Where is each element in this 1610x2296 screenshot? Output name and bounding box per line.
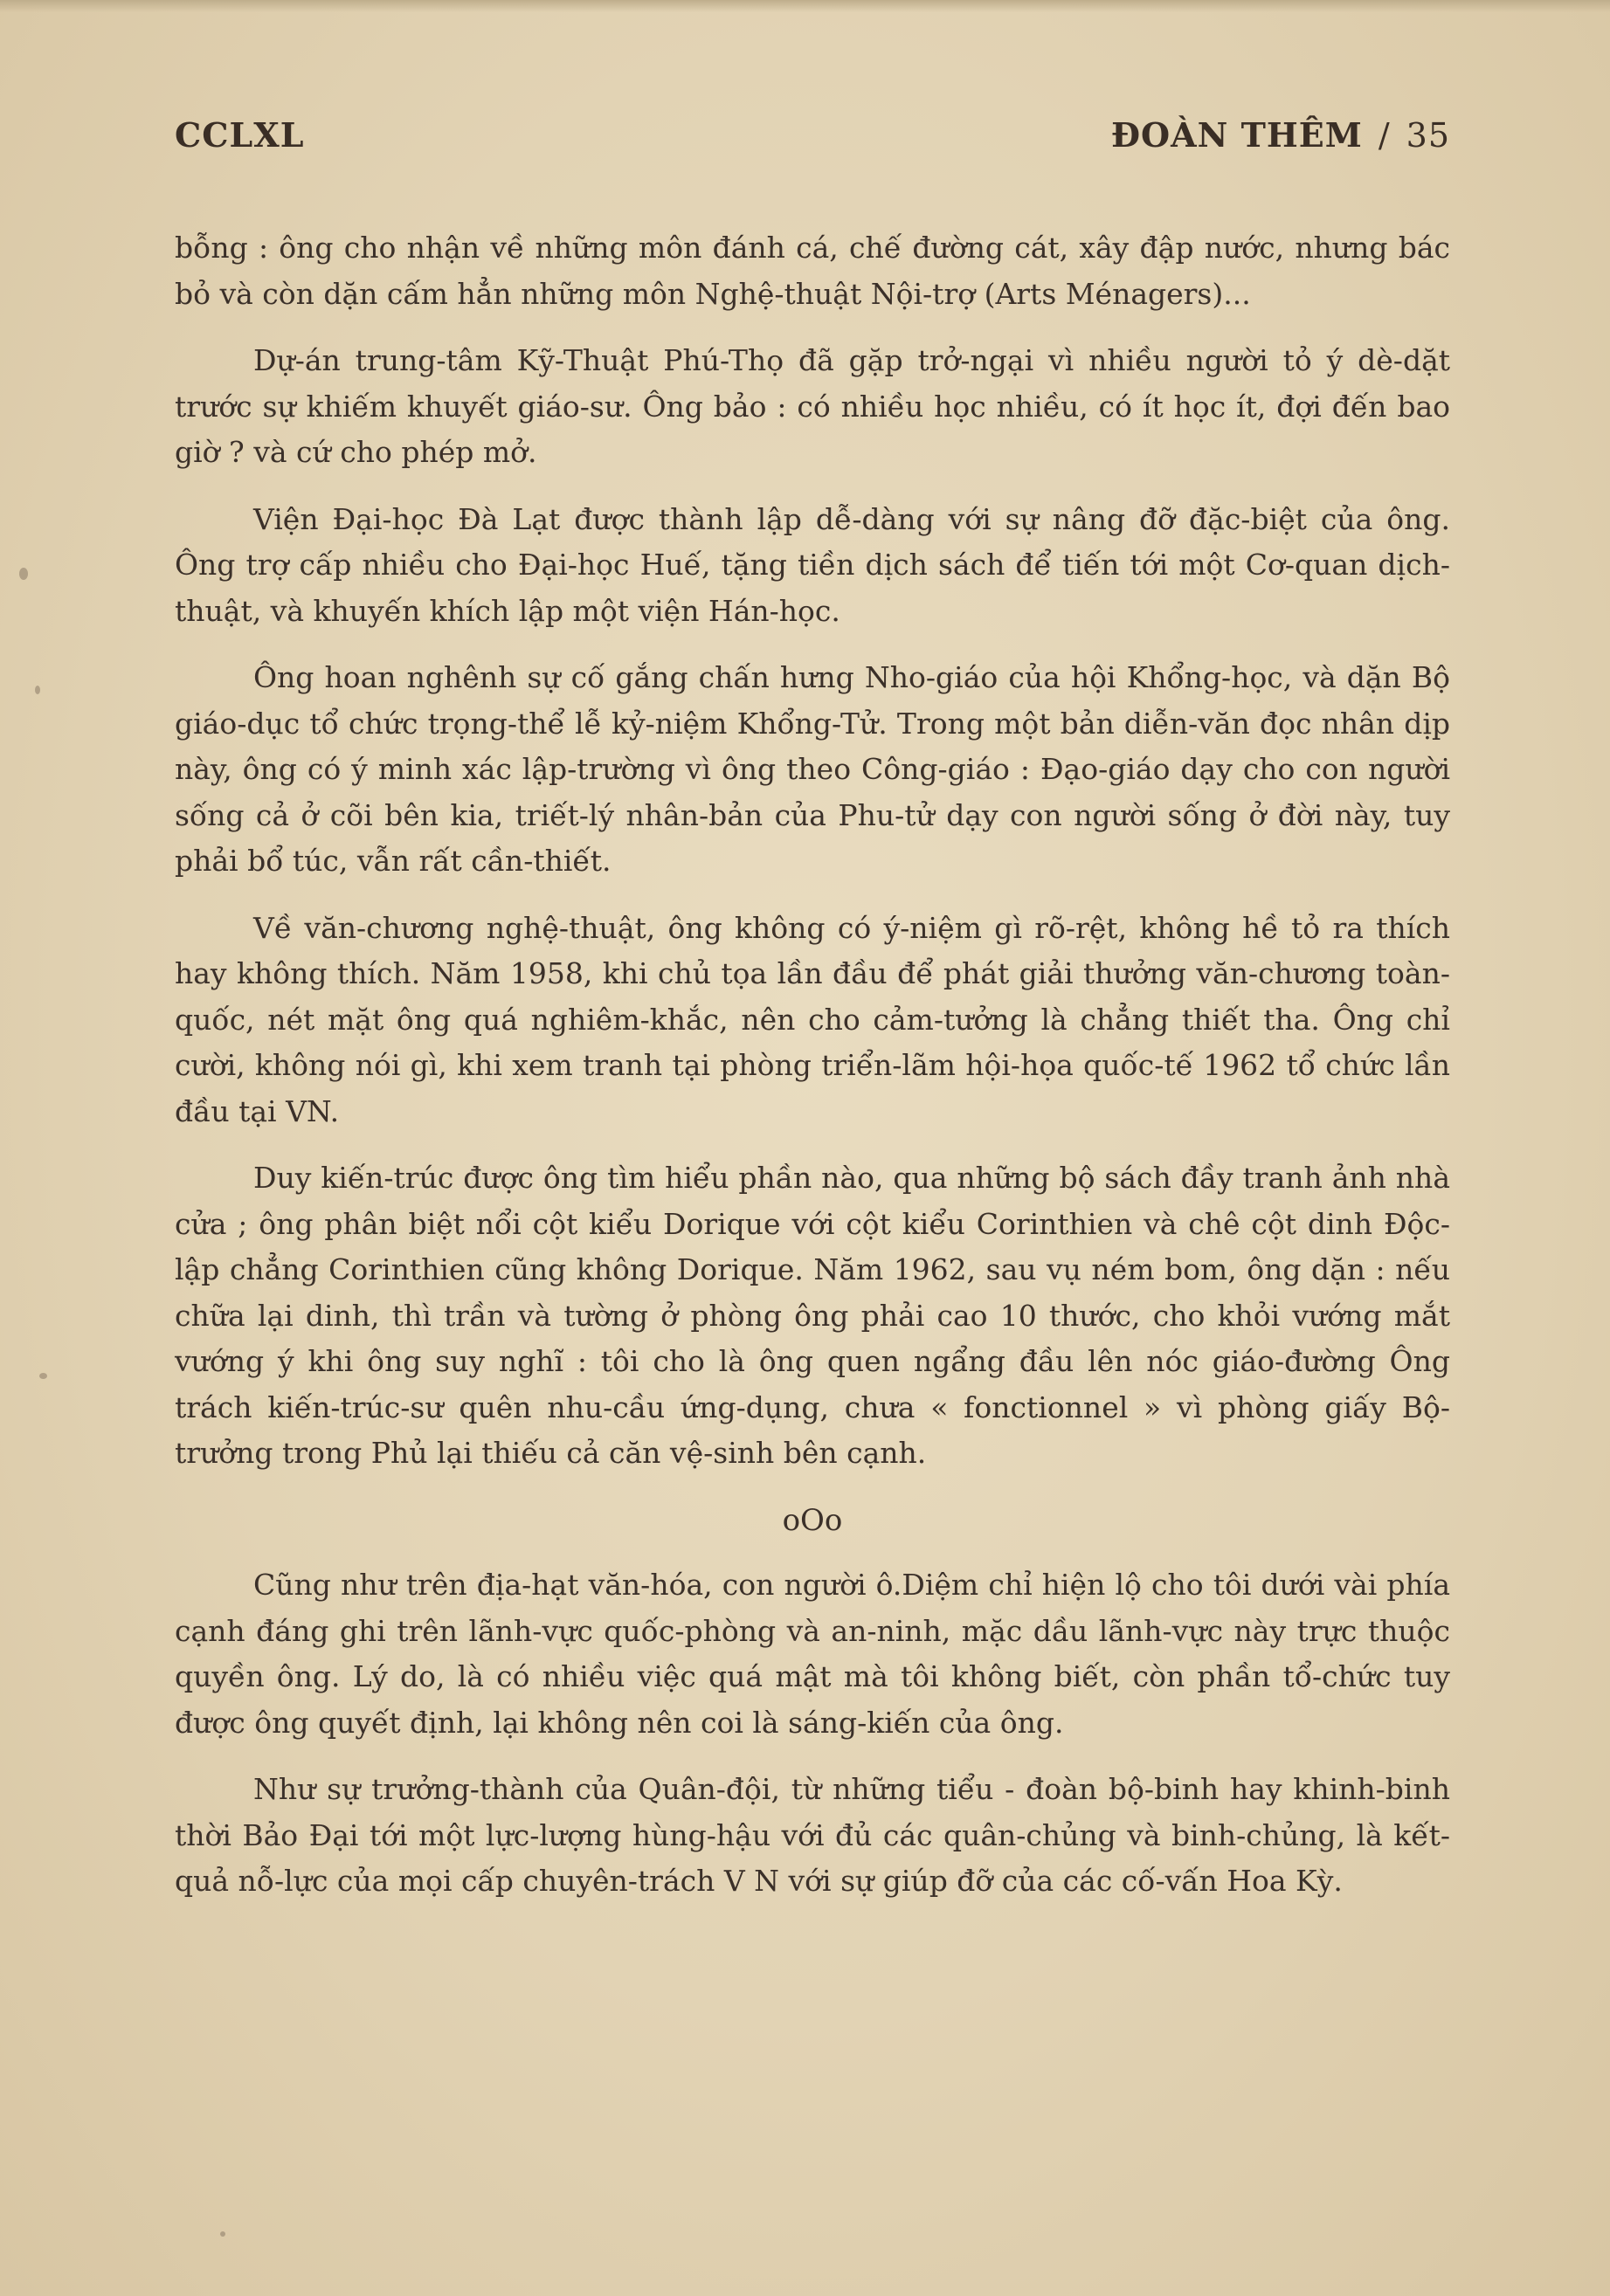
ink-speck (35, 686, 40, 694)
section-separator: oOo (782, 1502, 843, 1538)
chapter-roman-numeral: CCLXL (175, 115, 305, 155)
ink-speck (220, 2231, 225, 2237)
ink-speck (39, 1373, 47, 1379)
page-top-edge (0, 0, 1610, 12)
author-name: ĐOÀN THÊM (1110, 115, 1363, 155)
paragraph: Như sự trưởng-thành của Quân-đội, từ những tiểu - đoàn bộ-binh hay khinh-binh thời Bảo Đại tới một lực-lượng hùng-hậu với đủ các quân-chủng và binh-chủng, là kết-quả nỗ-lực của mọi cấp chuyên-trách V N với sự giúp đỡ của các cố-vấn Hoa Kỳ. (175, 1772, 1450, 1898)
paragraph: Dự-án trung-tâm Kỹ-Thuật Phú-Thọ đã gặp trở-ngại vì nhiều người tỏ ý dè-dặt trước sự khiếm khuyết giáo-sư. Ông bảo : có nhiều học nhiều, có ít học ít, đợi đến bao giờ ? và cứ cho phép mở. (175, 343, 1450, 469)
paragraph: Cũng như trên địa-hạt văn-hóa, con người ô.Diệm chỉ hiện lộ cho tôi dưới vài phía cạnh đáng ghi trên lãnh-vực quốc-phòng và an-ninh, mặc dầu lãnh-vực này trực thuộc quyền ông. Lý do, là có nhiều việc quá mật mà tôi không biết, còn phần tổ-chức tuy được ông quyết định, lại không nên coi là sáng-kiến của ông. (175, 1568, 1450, 1740)
paragraph: bỗng : ông cho nhận về những môn đánh cá, chế đường cát, xây đập nước, nhưng bác bỏ và còn dặn cấm hẳn những môn Nghệ-thuật Nội-trợ (Arts Ménagers)... (175, 231, 1450, 311)
header-author-page (1111, 115, 1450, 155)
running-header (175, 115, 1450, 159)
ink-speck (19, 568, 28, 580)
header-separator: / (1378, 116, 1391, 155)
page-number: 35 (1406, 116, 1450, 155)
paragraph: Ông hoan nghênh sự cố gắng chấn hưng Nho-giáo của hội Khổng-học, và dặn Bộ giáo-dục tổ chức trọng-thể lễ kỷ-niệm Khổng-Tử. Trong một bản diễn-văn đọc nhân dịp này, ông có ý minh xác lập-trường vì ông theo Công-giáo : Đạo-giáo dạy cho con người sống cả ở cõi bên kia, triết-lý nhân-bản của Phu-tử dạy con người sống ở đời này, tuy phải bổ túc, vẫn rất cần-thiết. (175, 660, 1450, 878)
paragraph: Duy kiến-trúc được ông tìm hiểu phần nào, qua những bộ sách đầy tranh ảnh nhà cửa ; ông phân biệt nổi cột kiểu Dorique với cột kiểu Corinthien và chê cột dinh Độc-lập chẳng Corinthien cũng không Dorique. Năm 1962, sau vụ ném bom, ông dặn : nếu chữa lại dinh, thì trần và tường ở phòng ông phải cao 10 thước, cho khỏi vướng mắt vướng ý khi ông suy nghĩ : tôi cho là ông quen ngẩng đầu lên nóc giáo-đường Ông trách kiến-trúc-sư quên nhu-cầu ứng-dụng, chưa « fonctionnel » vì phòng giấy Bộ-trưởng trong Phủ lại thiếu cả căn vệ-sinh bên cạnh. (175, 1161, 1450, 1470)
body-text (175, 225, 1450, 1926)
paragraph: Viện Đại-học Đà Lạt được thành lập dễ-dàng với sự nâng đỡ đặc-biệt của ông. Ông trợ cấp nhiều cho Đại-học Huế, tặng tiền dịch sách để tiến tới một Cơ-quan dịch-thuật, và khuyến khích lập một viện Hán-học. (175, 501, 1450, 628)
paragraph: Về văn-chương nghệ-thuật, ông không có ý-niệm gì rõ-rệt, không hề tỏ ra thích hay không thích. Năm 1958, khi chủ tọa lần đầu để phát giải thưởng văn-chương toàn-quốc, nét mặt ông quá nghiêm-khắc, nên cho cảm-tưởng là chẳng thiết tha. Ông chỉ cười, không nói gì, khi xem tranh tại phòng triển-lãm hội-họa quốc-tế 1962 tổ chức lần đầu tại VN. (175, 910, 1450, 1128)
